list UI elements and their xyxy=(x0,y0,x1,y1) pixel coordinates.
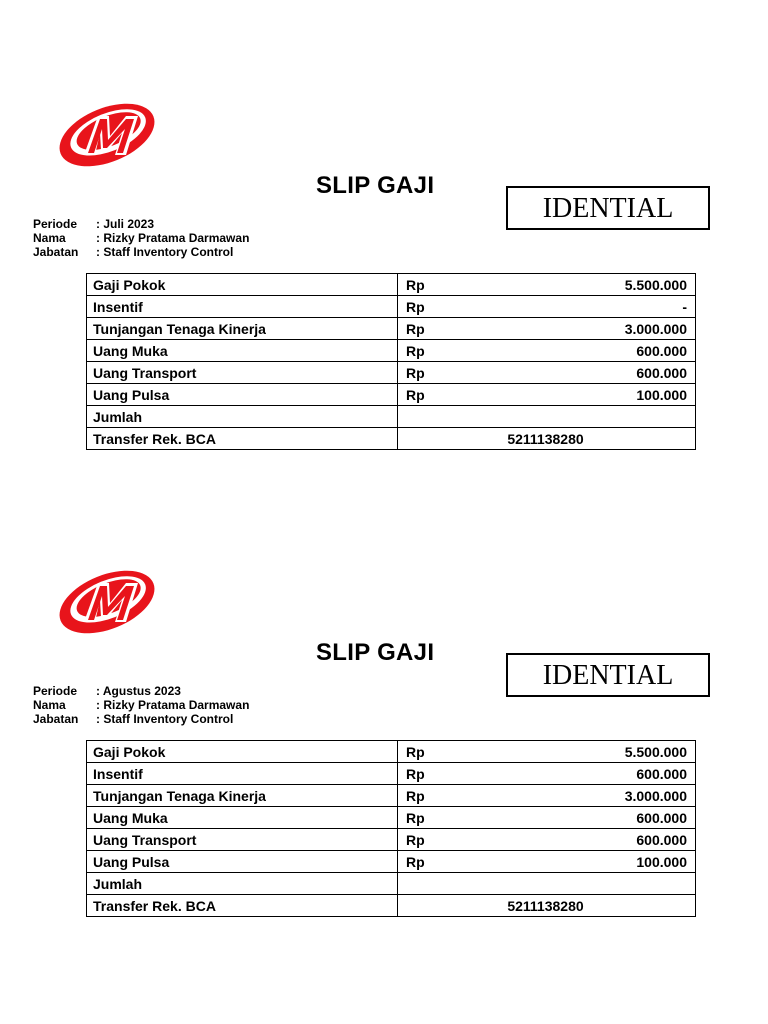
transfer-label: Transfer Rek. BCA xyxy=(87,895,398,917)
info-value: : Staff Inventory Control xyxy=(96,712,234,726)
row-label: Gaji Pokok xyxy=(87,274,398,296)
row-label: Uang Transport xyxy=(87,829,398,851)
row-currency: Rp xyxy=(398,362,475,384)
salary-table xyxy=(86,740,696,917)
confidential-stamp: IDENTIAL xyxy=(506,186,710,230)
table-row xyxy=(87,785,696,807)
row-label: Uang Pulsa xyxy=(87,384,398,406)
row-amount: 600.000 xyxy=(474,340,696,362)
total-label: Jumlah xyxy=(87,406,398,428)
account-number: 5211138280 xyxy=(398,895,696,917)
row-amount: 600.000 xyxy=(474,807,696,829)
row-currency: Rp xyxy=(398,318,475,340)
info-row-name xyxy=(33,231,249,245)
info-value: : Staff Inventory Control xyxy=(96,245,234,259)
row-label: Uang Muka xyxy=(87,340,398,362)
info-row-position xyxy=(33,712,249,726)
confidential-stamp: IDENTIAL xyxy=(506,653,710,697)
info-row-period xyxy=(33,217,249,231)
salary-slip-august xyxy=(0,467,768,937)
salary-slip-july xyxy=(0,0,768,470)
row-label: Tunjangan Tenaga Kinerja xyxy=(87,785,398,807)
table-row xyxy=(87,741,696,763)
table-row xyxy=(87,318,696,340)
row-currency: Rp xyxy=(398,274,475,296)
row-currency: Rp xyxy=(398,829,475,851)
table-row xyxy=(87,362,696,384)
total-row xyxy=(87,406,696,428)
row-currency: Rp xyxy=(398,384,475,406)
transfer-row xyxy=(87,428,696,450)
row-label: Uang Pulsa xyxy=(87,851,398,873)
row-amount: 3.000.000 xyxy=(474,785,696,807)
total-value xyxy=(398,406,696,428)
row-label: Uang Muka xyxy=(87,807,398,829)
row-amount: 600.000 xyxy=(474,829,696,851)
row-amount: - xyxy=(474,296,696,318)
table-row xyxy=(87,829,696,851)
row-currency: Rp xyxy=(398,785,475,807)
total-label: Jumlah xyxy=(87,873,398,895)
info-row-period xyxy=(33,684,249,698)
row-label: Gaji Pokok xyxy=(87,741,398,763)
info-label: Periode xyxy=(33,217,78,231)
row-currency: Rp xyxy=(398,296,475,318)
info-value: : Juli 2023 xyxy=(96,217,155,231)
row-amount: 600.000 xyxy=(474,763,696,785)
row-amount: 100.000 xyxy=(474,851,696,873)
total-value xyxy=(398,873,696,895)
info-label: Nama xyxy=(33,231,66,245)
table-row xyxy=(87,296,696,318)
row-currency: Rp xyxy=(398,851,475,873)
row-amount: 600.000 xyxy=(474,362,696,384)
row-amount: 100.000 xyxy=(474,384,696,406)
row-currency: Rp xyxy=(398,741,475,763)
info-label: Jabatan xyxy=(33,712,79,726)
row-currency: Rp xyxy=(398,340,475,362)
info-row-position xyxy=(33,245,249,259)
row-label: Insentif xyxy=(87,763,398,785)
total-row xyxy=(87,873,696,895)
info-label: Nama xyxy=(33,698,66,712)
row-currency: Rp xyxy=(398,763,475,785)
info-label: Periode xyxy=(33,684,78,698)
info-row-name xyxy=(33,698,249,712)
info-label: Jabatan xyxy=(33,245,79,259)
table-row xyxy=(87,807,696,829)
row-amount: 5.500.000 xyxy=(474,741,696,763)
row-label: Uang Transport xyxy=(87,362,398,384)
employee-info xyxy=(33,684,249,726)
company-logo-icon xyxy=(54,567,160,637)
account-number: 5211138280 xyxy=(398,428,696,450)
table-row xyxy=(87,340,696,362)
info-value: : Rizky Pratama Darmawan xyxy=(96,231,250,245)
slip-title: SLIP GAJI xyxy=(316,172,435,199)
row-amount: 3.000.000 xyxy=(474,318,696,340)
table-row xyxy=(87,274,696,296)
table-row xyxy=(87,384,696,406)
company-logo-icon xyxy=(54,100,160,170)
transfer-row xyxy=(87,895,696,917)
row-label: Insentif xyxy=(87,296,398,318)
row-amount: 5.500.000 xyxy=(474,274,696,296)
employee-info xyxy=(33,217,249,259)
row-currency: Rp xyxy=(398,807,475,829)
row-label: Tunjangan Tenaga Kinerja xyxy=(87,318,398,340)
table-row xyxy=(87,851,696,873)
table-row xyxy=(87,763,696,785)
salary-table xyxy=(86,273,696,450)
transfer-label: Transfer Rek. BCA xyxy=(87,428,398,450)
info-value: : Rizky Pratama Darmawan xyxy=(96,698,250,712)
slip-title: SLIP GAJI xyxy=(316,639,435,666)
info-value: : Agustus 2023 xyxy=(96,684,181,698)
